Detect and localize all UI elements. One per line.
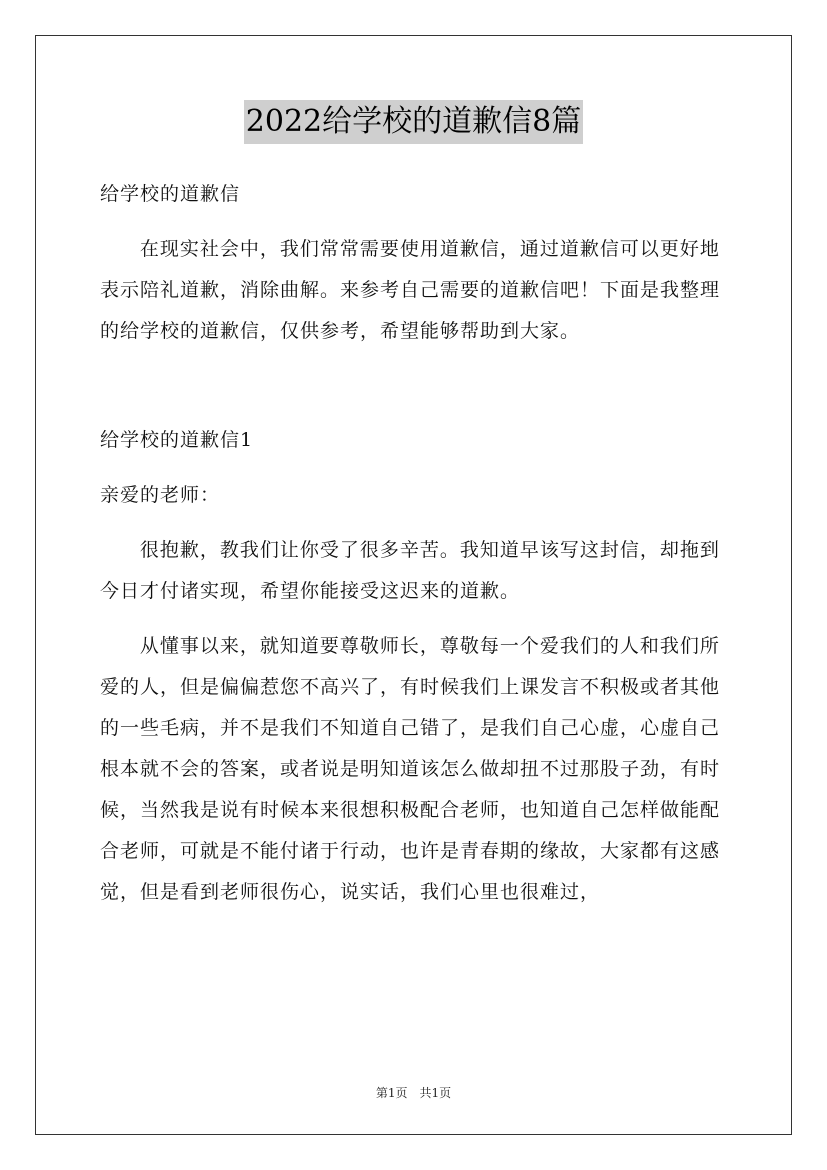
intro-paragraph: 在现实社会中，我们常常需要使用道歉信，通过道歉信可以更好地表示陪礼道歉，消除曲解。来参考自己需要的道歉信吧！下面是我整理的给学校的道歉信，仅供参考，希望能够帮助到大家。 <box>100 238 721 342</box>
letter-heading: 给学校的道歉信1 <box>100 429 254 451</box>
body-paragraph: 很抱歉，教我们让你受了很多辛苦。我知道早该写这封信，却拖到今日才付诸实现，希望你能接受这迟来的道歉。 <box>100 539 720 602</box>
salutation: 亲爱的老师： <box>100 484 221 506</box>
body-paragraph: 从懂事以来，就知道要尊敬师长，尊敬每一个爱我们的人和我们所爱的人，但是偏偏惹您不高兴了，有时候我们上课发言不积极或者其他的一些毛病，并不是我们不知道自己错了，是我们自己心虚，心虚自己根本就不会的答案，或者说是明知道该怎么做却扭不过那股子劲，有时候，当然我是说有时候本来很想积极配合老师，也知道自己怎样做能配合老师，可就是不能付诸于行动，也许是青春期的缘故，大家都有这感觉，但是看到老师很伤心，说实话，我们心里也很难过， <box>100 635 721 903</box>
intro-heading: 给学校的道歉信 <box>100 183 241 205</box>
title-container <box>0 100 827 144</box>
document-body <box>100 174 730 913</box>
page-number: 第1页 共1页 <box>375 1086 452 1100</box>
document-title: 2022给学校的道歉信8篇 <box>244 100 583 144</box>
